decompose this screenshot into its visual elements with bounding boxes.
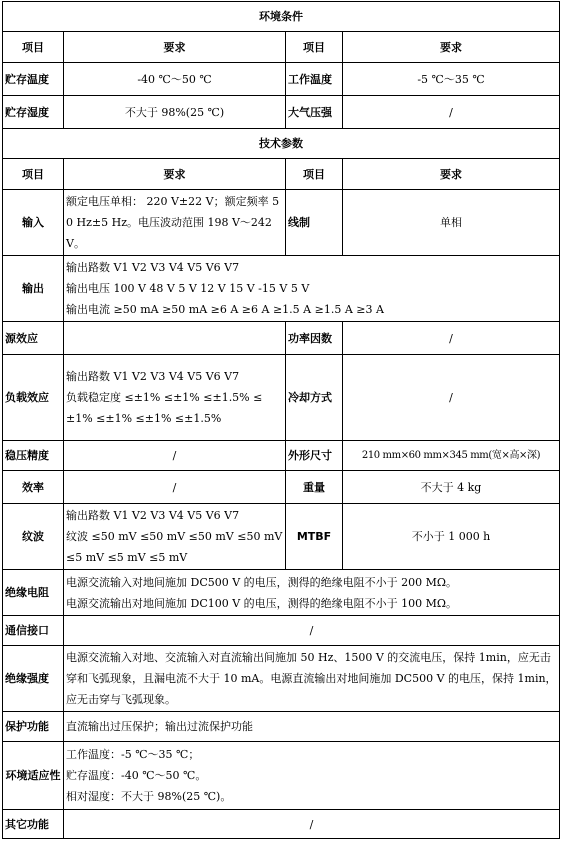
weight-label: 重量 [286, 471, 343, 504]
env-col-req-2: 要求 [343, 32, 560, 63]
insulation-res-line: 电源交流输出对地间施加 DC100 V 的电压，测得的绝缘电阻不小于 100 MΩ。 [66, 596, 458, 610]
storage-humidity-value: 不大于 98%(25 ℃) [64, 96, 286, 129]
env-adapt-value [64, 742, 560, 810]
dimension-label: 外形尺寸 [286, 441, 343, 471]
pressure-label: 大气压强 [286, 96, 343, 129]
env-col-item: 项目 [3, 32, 64, 63]
env-section-row [3, 2, 560, 32]
cooling-value: / [343, 355, 560, 441]
tech-row-insulation-str [3, 646, 560, 712]
tech-row-comm [3, 616, 560, 646]
input-label: 输入 [3, 190, 64, 256]
ripple-value [64, 504, 286, 570]
comm-label: 通信接口 [3, 616, 64, 646]
source-effect-value [64, 322, 286, 355]
insulation-res-label: 绝缘电阻 [3, 570, 64, 616]
env-row-humidity [3, 96, 560, 129]
wiring-label: 线制 [286, 190, 343, 256]
spec-table [2, 1, 560, 839]
env-adapt-label: 环境适应性 [3, 742, 64, 810]
env-row-temp [3, 63, 560, 96]
tech-col-item-2: 项目 [286, 159, 343, 190]
insulation-str-value: 电源交流输入对地、交流输入对直流输出间施加 50 Hz、1500 V 的交流电压，保持 1min，应无击穿和飞弧现象，且漏电流不大于 10 mA。电源直流输出对地间施加 DC500 V 的电压，保持 1min，应无击穿与飞弧现象。 [64, 646, 560, 712]
protection-value: 直流输出过压保护；输出过流保护功能 [64, 712, 560, 742]
insulation-str-label: 绝缘强度 [3, 646, 64, 712]
power-factor-label: 功率因数 [286, 322, 343, 355]
insulation-res-line: 电源交流输入对地间施加 DC500 V 的电压，测得的绝缘电阻不小于 200 MΩ。 [66, 575, 458, 589]
output-line: 输出电流 ≥50 mA ≥50 mA ≥6 A ≥6 A ≥1.5 A ≥1.5 A ≥3 A [66, 303, 384, 316]
protection-label: 保护功能 [3, 712, 64, 742]
output-value [64, 256, 560, 322]
work-temp-label: 工作温度 [286, 63, 343, 96]
env-adapt-line: 贮存温度：-40 ℃～50 ℃。 [66, 769, 207, 782]
load-effect-line: 负载稳定度 ≤±1% ≤±1% ≤±1.5% ≤±1% ≤±1% ≤±1% ≤±1.5% [66, 391, 263, 425]
tech-row-other [3, 810, 560, 839]
ripple-line: 纹波 ≤50 mV ≤50 mV ≤50 mV ≤50 mV ≤5 mV ≤5 mV ≤5 mV [66, 530, 283, 564]
load-effect-value [64, 355, 286, 441]
tech-row-output [3, 256, 560, 322]
env-section-title: 环境条件 [3, 2, 560, 32]
power-factor-value: / [343, 322, 560, 355]
tech-header-row [3, 159, 560, 190]
tech-section-row [3, 129, 560, 159]
pressure-value: / [343, 96, 560, 129]
insulation-res-value [64, 570, 560, 616]
comm-value: / [64, 616, 560, 646]
load-effect-line: 输出路数 V1 V2 V3 V4 V5 V6 V7 [66, 370, 240, 383]
env-adapt-line: 相对湿度：不大于 98%(25 ℃)。 [66, 790, 232, 803]
mtbf-value: 不小于 1 000 h [343, 504, 560, 570]
output-line: 输出路数 V1 V2 V3 V4 V5 V6 V7 [66, 261, 240, 274]
ripple-label: 纹波 [3, 504, 64, 570]
tech-row-efficiency [3, 471, 560, 504]
tech-row-ripple [3, 504, 560, 570]
dimension-value: 210 mm×60 mm×345 mm(宽×高×深) [343, 441, 560, 471]
tech-col-req: 要求 [64, 159, 286, 190]
mtbf-label: MTBF [286, 504, 343, 570]
tech-row-load-effect [3, 355, 560, 441]
output-label: 输出 [3, 256, 64, 322]
env-header-row [3, 32, 560, 63]
tech-row-protection [3, 712, 560, 742]
efficiency-value: / [64, 471, 286, 504]
tech-row-insulation-res [3, 570, 560, 616]
storage-humidity-label: 贮存湿度 [3, 96, 64, 129]
work-temp-value: -5 ℃～35 ℃ [343, 63, 560, 96]
env-col-item-2: 项目 [286, 32, 343, 63]
env-adapt-line: 工作温度：-5 ℃～35 ℃； [66, 748, 200, 761]
ripple-line: 输出路数 V1 V2 V3 V4 V5 V6 V7 [66, 509, 240, 522]
cooling-label: 冷却方式 [286, 355, 343, 441]
tech-row-env-adapt [3, 742, 560, 810]
input-value: 额定电压单相： 220 V±22 V；额定频率 50 Hz±5 Hz。电压波动范围 198 V～242 V。 [64, 190, 286, 256]
other-label: 其它功能 [3, 810, 64, 839]
wiring-value: 单相 [343, 190, 560, 256]
tech-section-title: 技术参数 [3, 129, 560, 159]
storage-temp-label: 贮存温度 [3, 63, 64, 96]
env-col-req: 要求 [64, 32, 286, 63]
other-value: / [64, 810, 560, 839]
tech-col-req-2: 要求 [343, 159, 560, 190]
output-line: 输出电压 100 V 48 V 5 V 12 V 15 V -15 V 5 V [66, 282, 310, 295]
tech-row-source-effect [3, 322, 560, 355]
tech-row-input [3, 190, 560, 256]
source-effect-label: 源效应 [3, 322, 64, 355]
tech-row-regulation [3, 441, 560, 471]
efficiency-label: 效率 [3, 471, 64, 504]
regulation-value: / [64, 441, 286, 471]
storage-temp-value: -40 ℃～50 ℃ [64, 63, 286, 96]
regulation-label: 稳压精度 [3, 441, 64, 471]
load-effect-label: 负载效应 [3, 355, 64, 441]
weight-value: 不大于 4 kg [343, 471, 560, 504]
tech-col-item: 项目 [3, 159, 64, 190]
